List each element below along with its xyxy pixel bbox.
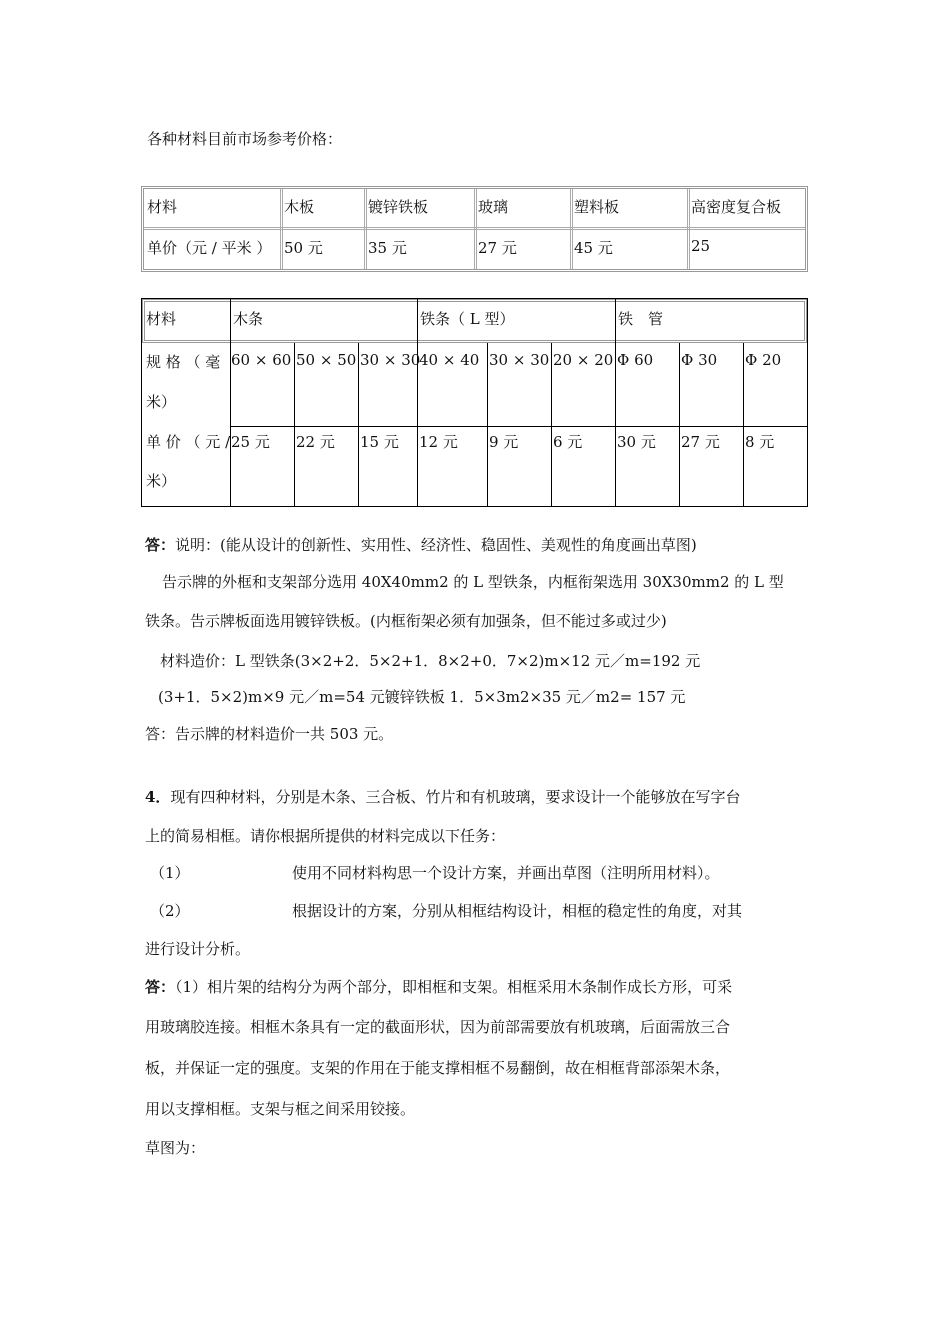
- t1-header-cell: 高密度复合板: [691, 198, 782, 216]
- t2-spec-cell: 30 × 30: [489, 351, 550, 369]
- t2-price-cell: 6 元: [553, 433, 583, 451]
- question4-number: 4．: [145, 788, 171, 806]
- t2-spec-cell: 60 × 60: [231, 351, 292, 369]
- answer4-line4: 用以支撑相框。支架与框之间采用铰接。: [145, 1100, 416, 1118]
- answer4-text: （1）相片架的结构分为两个部分，即相框和支架。相框采用木条制作成长方形，可采: [175, 978, 733, 996]
- answer1-note-line: [145, 534, 697, 555]
- answer1-paragraph-line1: 告示牌的外框和支架部分选用 40X40mm2 的 L 型铁条，内框衔架选用 30X30mm2 的 L 型: [162, 573, 784, 591]
- answer4-line3: 板，并保证一定的强度。支架的作用在于能支撑相框不易翻倒，故在相框背部添架木条，: [145, 1059, 731, 1077]
- sketch-label: 草图为：: [145, 1139, 206, 1157]
- answer1-total: 答：告示牌的材料造价一共 503 元。: [145, 725, 394, 743]
- t2-price-cell: 9 元: [489, 433, 519, 451]
- t1-header-cell: 塑料板: [574, 198, 620, 216]
- t2-spec-cell: 40 × 40: [419, 351, 480, 369]
- t2-price-cell: 25 元: [231, 433, 270, 451]
- t2-price-label-cont: 米）: [146, 472, 177, 490]
- answer4-line2: 用玻璃胶连接。相框木条具有一定的截面形状，因为前部需要放有机玻璃，后面需放三合: [145, 1018, 731, 1036]
- t2-price-cell: 27 元: [681, 433, 720, 451]
- intro-text: 各种材料目前市场参考价格：: [147, 130, 343, 148]
- strip-price-table: [141, 298, 808, 507]
- t1-header-cell: 材料: [147, 198, 178, 216]
- answer4-lead: 答：: [145, 978, 176, 996]
- t2-spec-cell: Φ 20: [745, 351, 782, 369]
- t2-price-cell: 22 元: [296, 433, 335, 451]
- t1-price-cell: 45 元: [574, 239, 613, 257]
- t1-header-cell: 木板: [284, 198, 315, 216]
- answer1-cost-line1: 材料造价：L 型铁条(3×2+2．5×2+1．8×2+0．7×2)m×12 元／m=192 元: [160, 652, 701, 670]
- question4-line1: [145, 786, 740, 807]
- t2-price-label: 单 价 （ 元 /: [146, 433, 231, 451]
- t2-price-cell: 8 元: [745, 433, 775, 451]
- price-table-sheet: [141, 186, 808, 272]
- t2-spec-label: 规 格 （ 毫: [146, 353, 221, 371]
- task1-number: （1）: [150, 864, 190, 882]
- t2-material-label: 材料: [146, 310, 177, 328]
- t2-spec-cell: 50 × 50: [296, 351, 357, 369]
- t1-price-cell: 35 元: [368, 239, 407, 257]
- t1-price-cell: 25: [691, 237, 711, 255]
- answer1-lead: 答：: [145, 536, 176, 554]
- task2-text-line2: 进行设计分析。: [145, 940, 251, 958]
- t2-group-label: 铁 管: [618, 310, 664, 328]
- t1-header-cell: 玻璃: [478, 198, 509, 216]
- answer1-paragraph-line2: 铁条。告示牌板面选用镀锌铁板。(内框衔架必须有加强条，但不能过多或过少): [145, 612, 667, 630]
- t2-spec-cell: Φ 30: [681, 351, 718, 369]
- t2-group-label: 铁条（ L 型）: [420, 310, 515, 328]
- t2-spec-cell: Φ 60: [617, 351, 654, 369]
- question4-text: 现有四种材料，分别是木条、三合板、竹片和有机玻璃，要求设计一个能够放在写字台: [170, 788, 741, 806]
- t1-header-cell: 镀锌铁板: [368, 198, 429, 216]
- task1-text: 使用不同材料构思一个设计方案，并画出草图（注明所用材料）。: [292, 864, 720, 882]
- t2-price-cell: 15 元: [360, 433, 399, 451]
- t2-price-cell: 30 元: [617, 433, 656, 451]
- t1-price-cell: 50 元: [284, 239, 323, 257]
- answer1-note: 说明：(能从设计的创新性、实用性、经济性、稳固性、美观性的角度画出草图): [175, 536, 697, 554]
- answer4-line1: [145, 976, 732, 997]
- task2-number: （2）: [150, 902, 190, 920]
- t2-group-label: 木条: [233, 310, 264, 328]
- t1-price-cell: 单价（元 / 平米 ）: [147, 239, 272, 257]
- answer1-cost-line2: (3+1．5×2)m×9 元／m=54 元镀锌铁板 1．5×3m2×35 元／m2= 157 元: [158, 688, 686, 706]
- question4-line2: 上的简易相框。请你根据所提供的材料完成以下任务：: [145, 827, 506, 845]
- t2-spec-cell: 20 × 20: [553, 351, 614, 369]
- t2-price-cell: 12 元: [419, 433, 458, 451]
- t1-price-cell: 27 元: [478, 239, 517, 257]
- t2-spec-label-cont: 米）: [146, 393, 177, 411]
- t2-spec-cell: 30 × 30: [360, 351, 421, 369]
- task2-text-line1: 根据设计的方案，分别从相框结构设计，相框的稳定性的角度，对其: [292, 902, 743, 920]
